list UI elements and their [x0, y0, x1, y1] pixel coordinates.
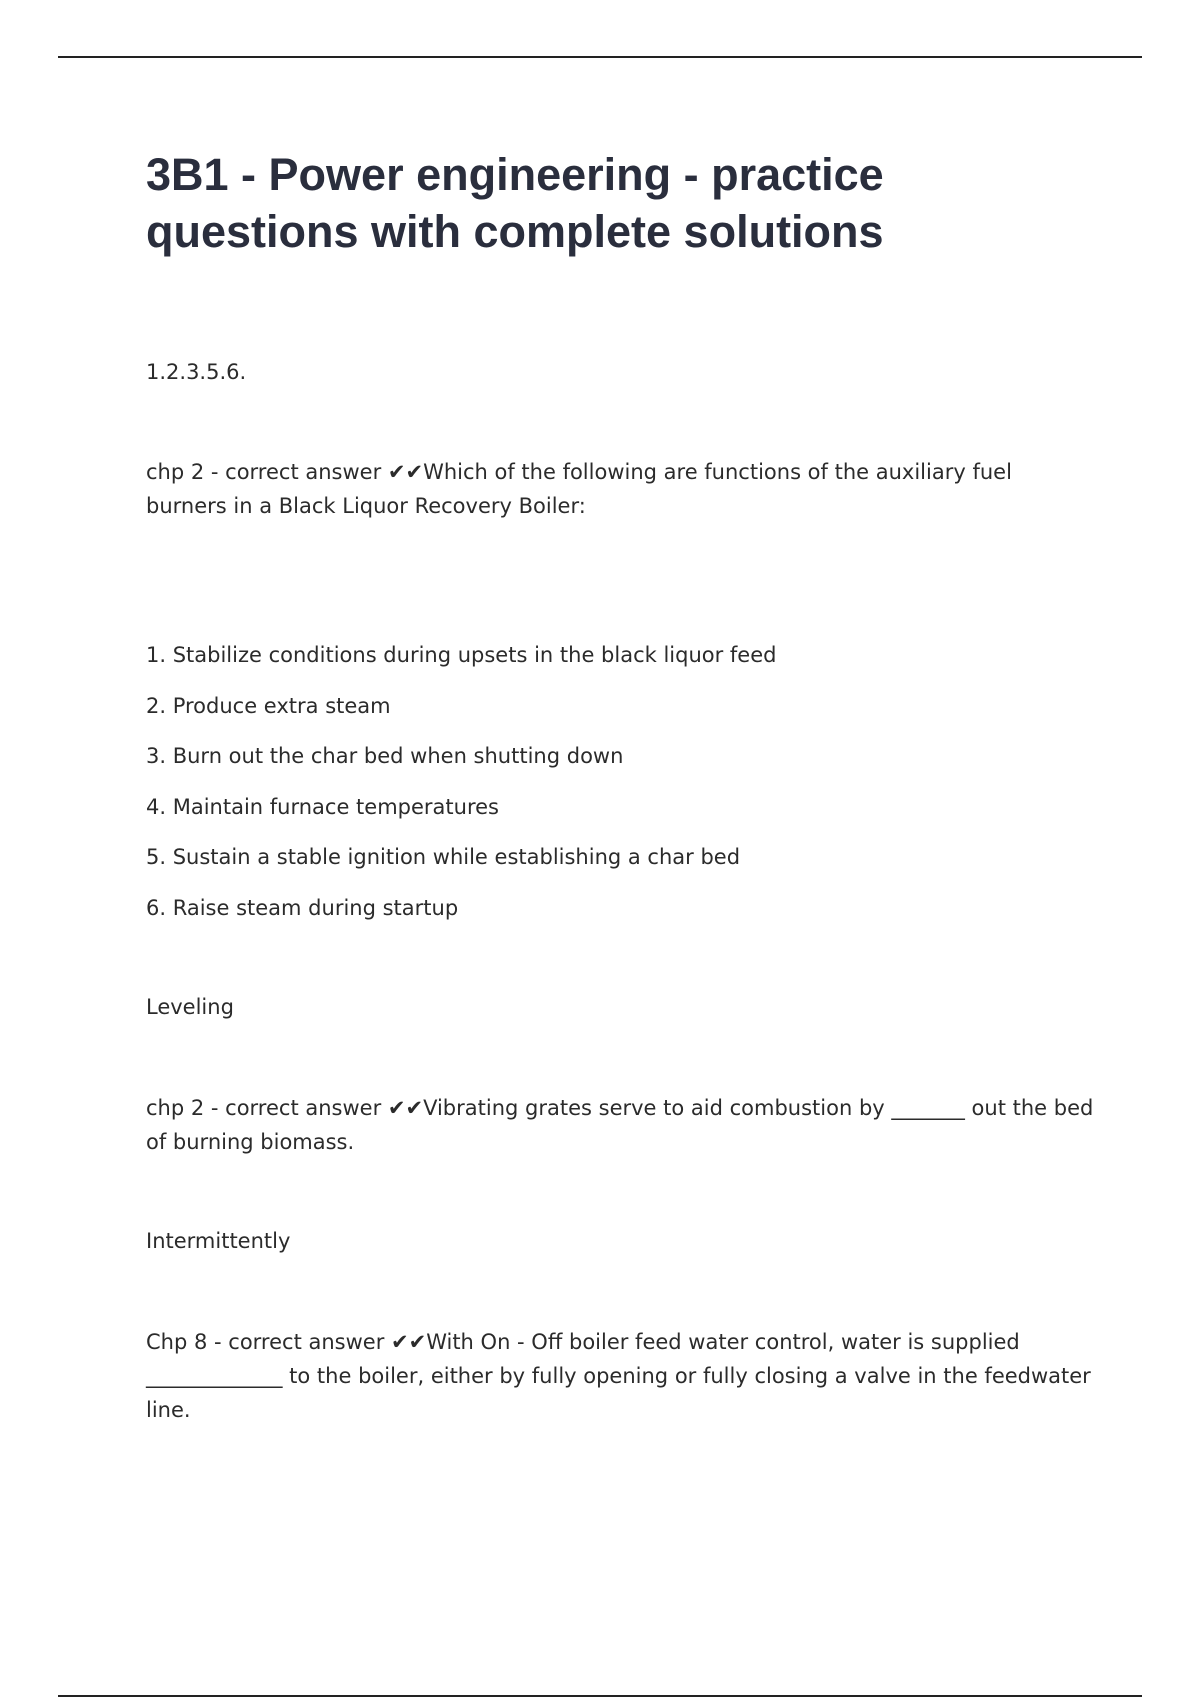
- top-divider: [58, 56, 1142, 58]
- bottom-divider: [58, 1695, 1142, 1697]
- list-item: 3. Burn out the char bed when shutting down: [146, 744, 624, 768]
- answer-leveling: Leveling: [146, 995, 234, 1019]
- answer-intermittently: Intermittently: [146, 1229, 291, 1253]
- list-item: 4. Maintain furnace temperatures: [146, 794, 499, 819]
- list-item: 6. Raise steam during startup: [146, 895, 459, 920]
- list-item: 2. Produce extra steam: [146, 693, 391, 718]
- answer-line: 1.2.3.5.6.: [146, 360, 247, 384]
- options-list: [146, 638, 776, 941]
- list-item: 1. Stabilize conditions during upsets in the black liquor feed: [146, 643, 777, 667]
- question-feedwater-control: Chp 8 - correct answer ✔✔With On - Off boiler feed water control, water is supplied _____________ to the boiler, either by fully opening or fully closing a valve in the feedwater line.: [146, 1330, 1091, 1422]
- question-vibrating-grates: chp 2 - correct answer ✔✔Vibrating grates serve to aid combustion by _______ out the bed of burning biomass.: [146, 1096, 1094, 1154]
- document-title: 3B1 - Power engineering - practice questions with complete solutions: [146, 149, 884, 257]
- question-aux-burners: chp 2 - correct answer ✔✔Which of the following are functions of the auxiliary fuel burners in a Black Liquor Recovery Boiler:: [146, 460, 1012, 518]
- list-item: 5. Sustain a stable ignition while establishing a char bed: [146, 845, 741, 869]
